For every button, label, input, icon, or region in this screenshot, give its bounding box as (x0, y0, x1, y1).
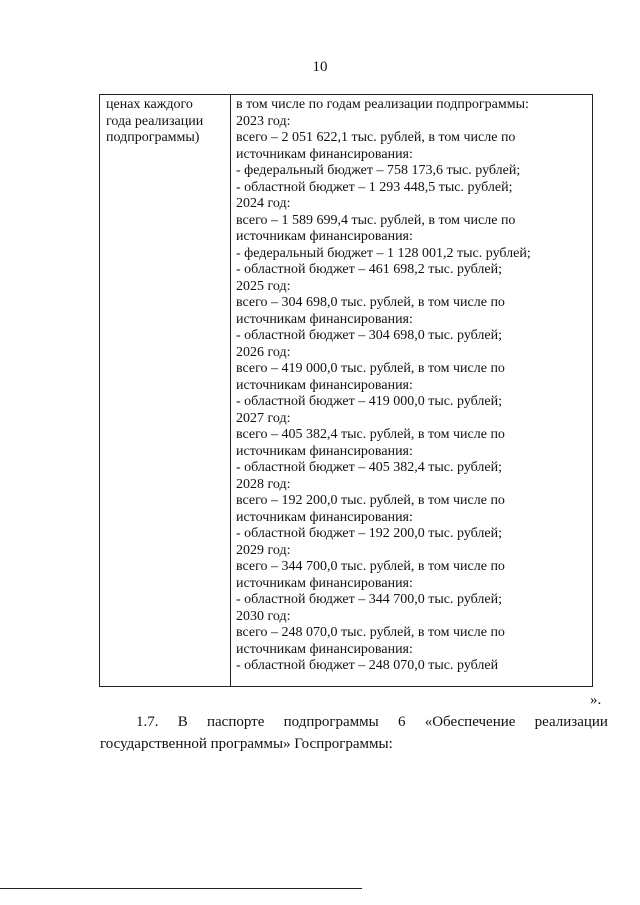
financing-line: всего – 419 000,0 тыс. рублей, в том числе по (236, 361, 505, 376)
financing-line: 2023 год: (236, 113, 291, 129)
financing-line: - областной бюджет – 344 700,0 тыс. рублей; (236, 592, 502, 607)
paragraph-line: государственной программы» Госпрограммы: (100, 736, 393, 752)
financing-line: источникам финансирования: (236, 229, 413, 244)
financing-line: всего – 192 200,0 тыс. рублей, в том числе по (236, 493, 505, 508)
paragraph-word: 6 (397, 714, 406, 730)
paragraph-word: «Обеспечение (424, 714, 516, 730)
table-left-cell (106, 97, 228, 147)
column-divider (230, 95, 231, 686)
financing-line: 2028 год: (236, 476, 291, 492)
financing-line: всего – 405 382,4 тыс. рублей, в том числе по (236, 427, 505, 442)
financing-line: - областной бюджет – 405 382,4 тыс. рублей; (236, 460, 502, 475)
financing-line: источникам финансирования: (236, 377, 413, 393)
financing-line: источникам финансирования: (236, 146, 413, 162)
closing-quote: ». (590, 692, 602, 708)
financing-line: - областной бюджет – 192 200,0 тыс. рублей; (236, 526, 502, 541)
paragraph-word: реализации (534, 714, 608, 730)
budget-table (99, 94, 593, 687)
financing-line: всего – 1 589 699,4 тыс. рублей, в том числе по (236, 212, 516, 228)
footnote-divider (0, 888, 362, 889)
financing-line: в том числе по годам реализации подпрограммы: (236, 97, 529, 112)
left-cell-line: подпрограммы) (106, 130, 200, 145)
financing-line: источникам финансирования: (236, 575, 413, 591)
financing-line: всего – 248 070,0 тыс. рублей, в том числе по (236, 625, 505, 640)
table-right-cell (236, 97, 592, 675)
financing-line: источникам финансирования: (236, 641, 413, 657)
paragraph-1-7 (100, 711, 608, 755)
financing-line: 2024 год: (236, 196, 291, 211)
left-cell-line: ценах каждого (106, 97, 193, 112)
financing-line: всего – 344 700,0 тыс. рублей, в том числе по (236, 559, 505, 574)
financing-line: 2025 год: (236, 278, 291, 294)
financing-line: 2029 год: (236, 542, 291, 558)
paragraph-word: В (177, 714, 188, 730)
financing-line: - областной бюджет – 419 000,0 тыс. рублей; (236, 394, 502, 409)
financing-line: 2026 год: (236, 344, 291, 360)
financing-line: - областной бюджет – 461 698,2 тыс. рублей; (236, 262, 502, 277)
financing-line: всего – 2 051 622,1 тыс. рублей, в том числе по (236, 130, 516, 145)
page-number: 10 (312, 59, 328, 75)
paragraph-word: 1.7. (136, 714, 159, 730)
financing-line: всего – 304 698,0 тыс. рублей, в том числе по (236, 295, 505, 310)
financing-line: - областной бюджет – 248 070,0 тыс. рублей (236, 658, 499, 673)
financing-line: источникам финансирования: (236, 443, 413, 459)
financing-line: 2027 год: (236, 410, 291, 426)
financing-line: - областной бюджет – 304 698,0 тыс. рублей; (236, 328, 502, 343)
paragraph-word: подпрограммы (283, 714, 379, 730)
financing-line: - областной бюджет – 1 293 448,5 тыс. рублей; (236, 179, 513, 195)
financing-line: 2030 год: (236, 608, 291, 624)
financing-line: источникам финансирования: (236, 311, 413, 327)
financing-line: - федеральный бюджет – 758 173,6 тыс. рублей; (236, 163, 521, 178)
paragraph-line (100, 711, 608, 733)
financing-line: источникам финансирования: (236, 509, 413, 525)
financing-line: - федеральный бюджет – 1 128 001,2 тыс. рублей; (236, 245, 531, 261)
paragraph-word: паспорте (206, 714, 265, 730)
left-cell-line: года реализации (106, 113, 204, 129)
